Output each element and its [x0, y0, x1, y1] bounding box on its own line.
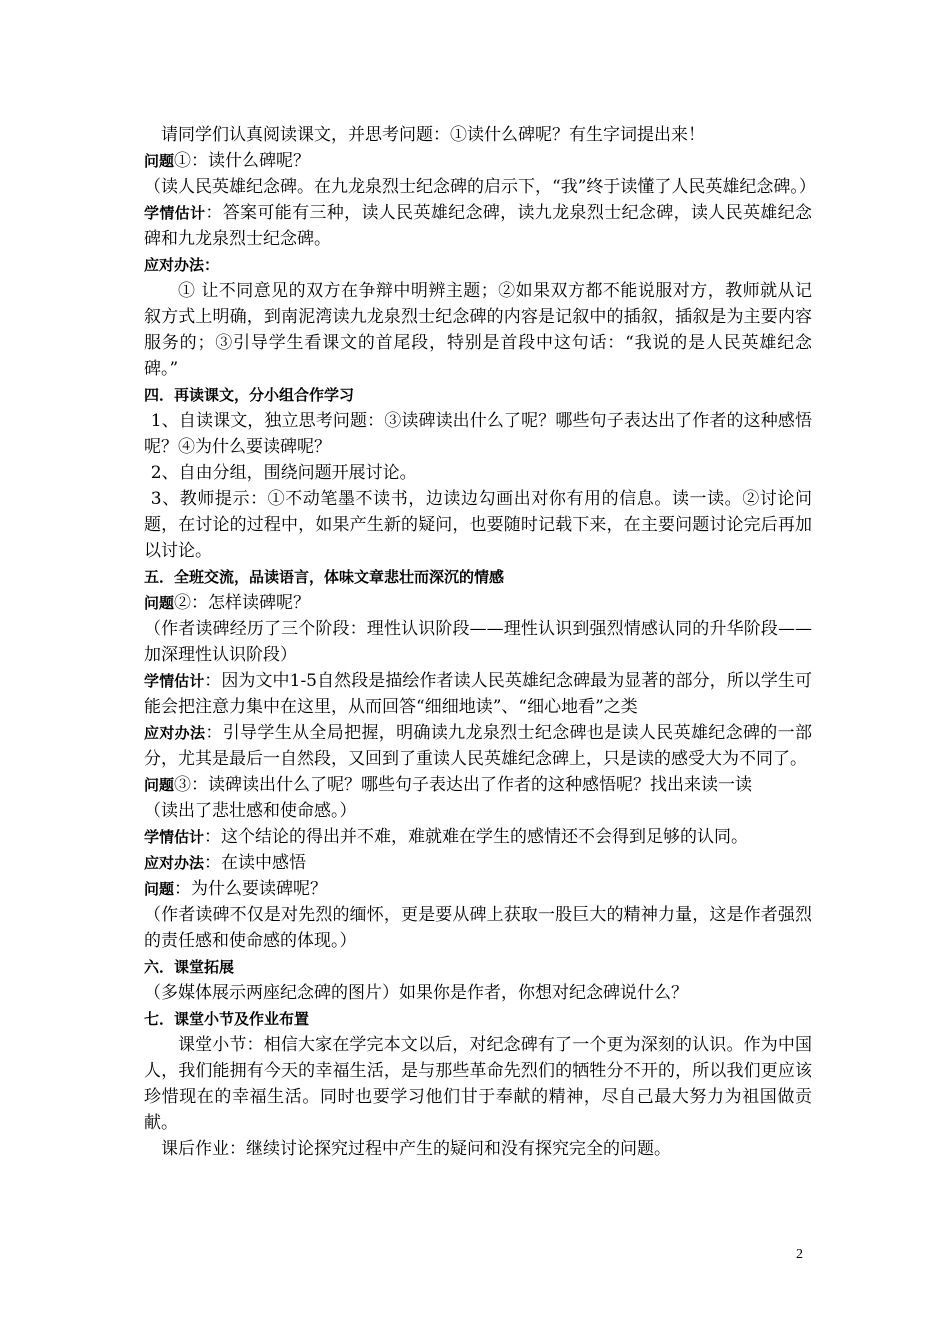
question-label: 问题	[144, 152, 175, 170]
answer-4: （作者读碑不仅是对先烈的缅怀，更是要从碑上获取一股巨大的精神力量，这是作者强烈的责任感和使命感的体现。）	[144, 905, 812, 951]
section-7-heading: 七．课堂小节及作业布置	[144, 1010, 310, 1028]
question-1	[144, 148, 812, 174]
method-text: ：引导学生从全局把握，明确读九龙泉烈士纪念碑也是读人民英雄纪念碑的一部分，尤其是最后一自然段，又回到了重读人民英雄纪念碑上，只是读的感受大为不同了。	[144, 723, 812, 769]
question-text: ③：读碑读出什么了呢？哪些句子表达出了作者的这种感悟呢？找出来读一读	[174, 775, 753, 795]
estimate-text: ：答案可能有三种，读人民英雄纪念碑，读九龙泉烈士纪念碑，读人民英雄纪念碑和九龙泉烈士纪念碑。	[144, 203, 812, 249]
question-2	[144, 590, 812, 616]
intro-paragraph: 请同学们认真阅读课文，并思考问题：①读什么碑呢？有生字词提出来！	[161, 125, 705, 145]
section-4-item-2: 2、自由分组，围绕问题开展讨论。	[150, 463, 417, 483]
homework-paragraph: 课后作业：继续讨论探究过程中产生的疑问和没有探究完全的问题。	[161, 1139, 671, 1159]
method-2	[144, 720, 812, 772]
estimate-3	[144, 824, 812, 850]
section-4-item-3: 3、教师提示：①不动笔墨不读书，边读边勾画出对你有用的信息。读一读。②讨论问题，在讨论的过程中，如果产生新的疑问，也要随时记载下来，在主要问题讨论完后再加以讨论。	[144, 489, 812, 561]
method-text: ：在读中感悟	[204, 853, 307, 873]
method-1	[144, 252, 812, 278]
estimate-label: 学情估计	[144, 828, 205, 846]
question-3	[144, 772, 812, 798]
estimate-label: 学情估计	[144, 204, 206, 222]
question-text: ①：读什么碑呢？	[174, 151, 311, 171]
estimate-2	[144, 668, 812, 720]
method-3	[144, 850, 812, 876]
method-label: 应对办法	[144, 256, 205, 274]
estimate-text: ：因为文中1-5自然段是描绘作者读人民英雄纪念碑最为显著的部分，所以学生可能会把注意力集中在这里，从而回答“细细地读”、“细心地看”之类	[144, 671, 812, 717]
summary-paragraph: 课堂小节：相信大家在学完本文以后，对纪念碑有了一个更为深刻的认识。作为中国人，我们能拥有今天的幸福生活，是与那些革命先烈们的牺牲分不开的，所以我们更应该珍惜现在的幸福生活。同时也要学习他们甘于奉献的精神，尽自己最大努力为祖国做贡献。	[144, 1035, 812, 1133]
estimate-label: 学情估计	[144, 672, 205, 690]
estimate-1	[144, 200, 812, 252]
answer-2: （作者读碑经历了三个阶段：理性认识阶段——理性认识到强烈情感认同的升华阶段——加深理性认识阶段）	[144, 619, 812, 665]
answer-1: （读人民英雄纪念碑。在九龙泉烈士纪念碑的启示下，“我”终于读懂了人民英雄纪念碑。）	[144, 177, 816, 197]
question-text: ②：怎样读碑呢？	[174, 593, 311, 613]
question-label: 问题	[144, 594, 175, 612]
answer-3: （读出了悲壮感和使命感。）	[144, 801, 357, 821]
method-colon: ：	[204, 256, 220, 274]
question-text: ：为什么要读碑呢？	[174, 879, 328, 899]
section-5-heading: 五．全班交流，品读语言，体味文章悲壮而深沉的情感	[144, 568, 505, 586]
page-number: 2	[796, 1247, 803, 1262]
section-4-item-1: 1、自读课文，独立思考问题：③读碑读出什么了呢？哪些句子表达出了作者的这种感悟呢？④为什么要读碑呢？	[144, 411, 812, 457]
question-label: 问题	[144, 880, 175, 898]
section-6-text: （多媒体展示两座纪念碑的图片）如果你是作者，你想对纪念碑说什么？	[144, 983, 688, 1003]
method-label: 应对办法	[144, 724, 206, 742]
question-label: 问题	[144, 776, 175, 794]
estimate-text: ：这个结论的得出并不难，难就难在学生的感情还不会得到足够的认同。	[204, 827, 749, 847]
section-6-heading: 六．课堂拓展	[144, 958, 235, 976]
method-label: 应对办法	[144, 854, 205, 872]
method-1-body: ① 让不同意见的双方在争辩中明辨主题；②如果双方都不能说服对方，教师就从记叙方式上明确，到南泥湾读九龙泉烈士纪念碑的内容是记叙中的插叙，插叙是为主要内容服务的；③引导学生看课文的首尾段，特别是首段中这句话：“我说的是人民英雄纪念碑。”	[144, 281, 812, 379]
section-4-heading: 四．再读课文，分小组合作学习	[144, 386, 355, 404]
question-4	[144, 876, 812, 902]
